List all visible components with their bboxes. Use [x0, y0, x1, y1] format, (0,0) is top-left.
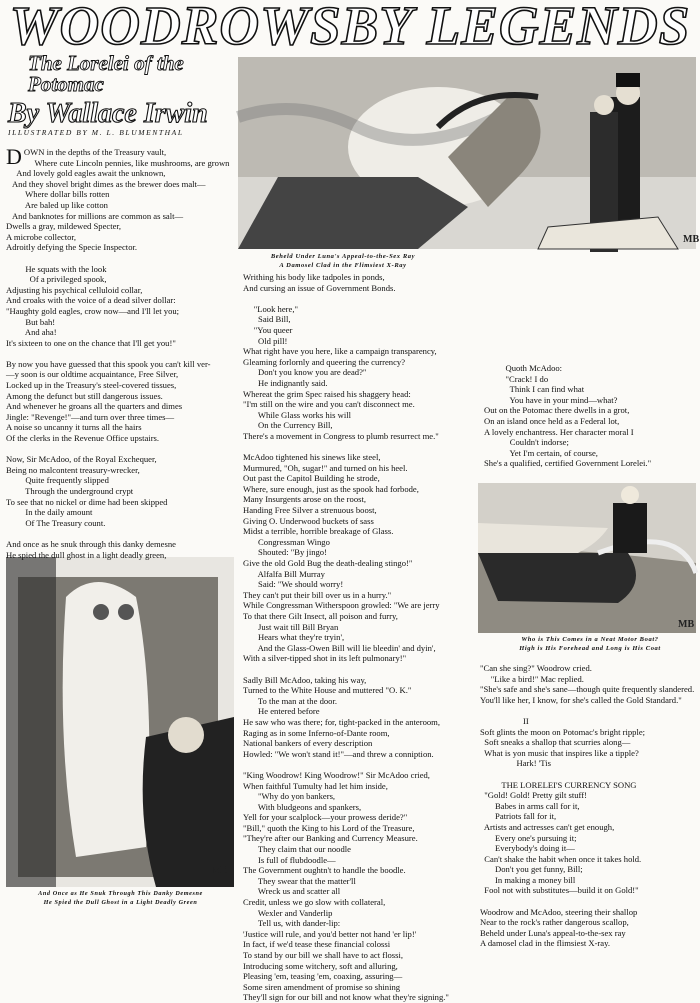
column-1-text — [6, 144, 234, 560]
monogram-top: MB — [683, 234, 700, 245]
lorelei-illustration-art — [238, 57, 700, 249]
column-2-text: Writhing his body like tadpoles in ponds, And cursing an issue of Government Bonds. "Look here," Said Bill, "You queer Old pill! What right have you here, like a campaign transparency, Gleaming forlornly and queering the currency? Don't you know you are dead?" He indignantly said. Whereat the grim Spec raised his shaggery head: "I'm still on the wire and you can't disconnect me. While Glass works his will On the Currency Bill, There's a movement in Congress to plumb resurrect me." McAdoo tightened his sinews like steel, Murmured, "Oh, sugar!" and turned on his heel. Out past the Capitol Building he strode, Where, sure enough, just as the spook had forbode, Many Insurgents arose on the roost, Handing Free Silver a strenuous boost, Giving O. Underwood buckets of sass Midst a terrible, horrible breakage of Glass. Congressman Wingo Shouted: "By jingo! Give the old Gold Bug the death-dealing stingo!" Alfalfa Bill Murray Said: "We should worry! They can't put their bill over us in a hurry." While Congressman Witherspoon growled: "We are jerry To that there Gilt Insect, all poison and furry, Just wait till Bill Bryan Hears what they're tryin', And the Glass-Owen Bill will lie bleedin' and dyin', With a silver-tipped shot in its left pulmonary!" Sadly Bill McAdoo, taking his way, Turned to the White House and muttered "O. K." To the man at the door. He entered before He saw who was there; for, tight-packed in the anteroom, Raging as in some Inferno-of-Dante room, National bankers of every description Howled: "We won't stand it!"—and threw a conniption. "King Woodrow! King Woodrow!" Sir McAdoo cried, When faithful Tumulty had let him inside, "Why do yon bankers, With bludgeons and spankers, Yell for your scalplock—your prowess deride?" "Bill," quoth the King to his Lord of the Treasure, "They're after our Banking and Currency Measure. They claim that our noodle Is full of flubdoodle— The Government oughtn't to handle the boodle. They swear that the matter'll Wreck us and scatter all Credit, unless we go slow with collateral, Wexler and Vanderlip Tell us, with dander-lip: 'Justice will rule, and you'd better not hand 'er lip!' In fact, if we'd tease these financial colossi To stand by our bill we shall have to act flossi, Introducing some witchery, soft and alluring, Pleasing 'em, teasing 'em, coaxing, assuring— Some siren amendment of promise so shining They'll sign for our bill and not know what they're signing." — [243, 272, 449, 1003]
motor-boat-illustration — [478, 483, 696, 633]
lorelei-illustration — [238, 57, 700, 249]
drop-cap: D — [6, 144, 22, 169]
column-3-lower-text: "Can she sing?" Woodrow cried. "Like a bird!" Mac replied. "She's safe and she's sane—though quite frequently slandered. You'll like her, I know, for she's called the Gold Standard." II Soft glints the moon on Potomac's bright ripple; Soft sneaks a shallop that scurries along— What is yon music that inspires like a tipple? Hark! 'Tis THE LORELEI'S CURRENCY SONG "Gold! Gold! Pretty gilt stuff! Babes in arms call for it, Patriots fall for it, Artists and actresses can't get enough, Every one's pursuing it; Everybody's doing it— Can't shake the habit when once it takes hold. Don't you get funny, Bill; In making a money bill Fool not with substitutes—build it on Gold!" Woodrow and McAdoo, steering their shallop Near to the rock's rather dangerous scallop, Beheld under Luna's appeal-to-the-sex ray A damosel clad in the flimsiest X-ray. — [480, 663, 695, 949]
caption-boat: Who is This Comes in a Neat Motor Boat? High is His Forehead and Long is His Coat — [519, 636, 661, 652]
monogram-ghost: MB — [212, 865, 229, 876]
column-1-body: OWN in the depths of the Treasury vault, Where cute Lincoln pennies, like mushrooms, are grown And lovely gold eagles await the unknown, And they shovel bright dimes as the brewer does malt— Where dollar bills rotten Are baled up like cotton And banknotes for millions are common as salt— Dwells a gray, mildewed Specter, A microbe collector, Adroitly defying the Specie Inspector. He squats with the look Of a privileged spook, Adjusting his psychical celluloid collar, And croaks with the voice of a dead silver dollar: "Haughty gold eagles, crow now—and I'll let you; But bah! And aha! It's sixteen to one on the chance that I'll get you!" By now you have guessed that this spook you can't kill ver- —y soon is our oldtime acquaintance, Free Silver, Locked up in the Treasury's steel-covered tissues, Among the defunct but still dangerous issues. And whenever he groans all the quarters and dimes Jingle: "Revenge!"—and turn over three times— A noise so uncanny it turns all the hairs Of the clerks in the Revenue Office upstairs. Now, Sir McAdoo, of the Royal Exchequer, Being no malcontent treasury-wrecker, Quite frequently slipped Through the underground crypt To see that no nickel or dime had been skipped In the daily amount Of The Treasury count. And once as he snuk through this danky demesne He spied the dull ghost in a light deadly green, — [6, 147, 230, 560]
poem-title: The Lorelei of the Potomac — [28, 51, 184, 96]
column-3-text: Quoth McAdoo: "Crack! I do Think I can find what You have in your mind—what? Out on the Potomac there dwells in a grot, On an island once held as a Federal lot, A lovely enchantress. Her character moral I Couldn't indorse; Yet I'm certain, of course, She's a qualified, certified Government Lorelei." — [484, 363, 652, 469]
masthead — [0, 0, 700, 56]
byline: By Wallace Irwin — [8, 98, 208, 129]
masthead-title: WOODROWSBY LEGENDS — [9, 0, 691, 56]
motor-boat-illustration-art — [478, 483, 696, 633]
illustrator-credit: ILLUSTRATED BY M. L. BLUMENTHAL — [8, 128, 184, 137]
monogram-boat: MB — [678, 619, 695, 630]
caption-top: Beheld Under Luna's Appeal-to-the-Sex Ray A Damosel Clad in the Flimsiest X-Ray — [270, 253, 416, 269]
ghost-illustration-art — [6, 557, 234, 887]
ghost-illustration — [6, 557, 234, 887]
caption-ghost: And Once as He Snuk Through This Danky Demesne He Spied the Dull Ghost in a Light Deadly Green — [38, 890, 203, 906]
